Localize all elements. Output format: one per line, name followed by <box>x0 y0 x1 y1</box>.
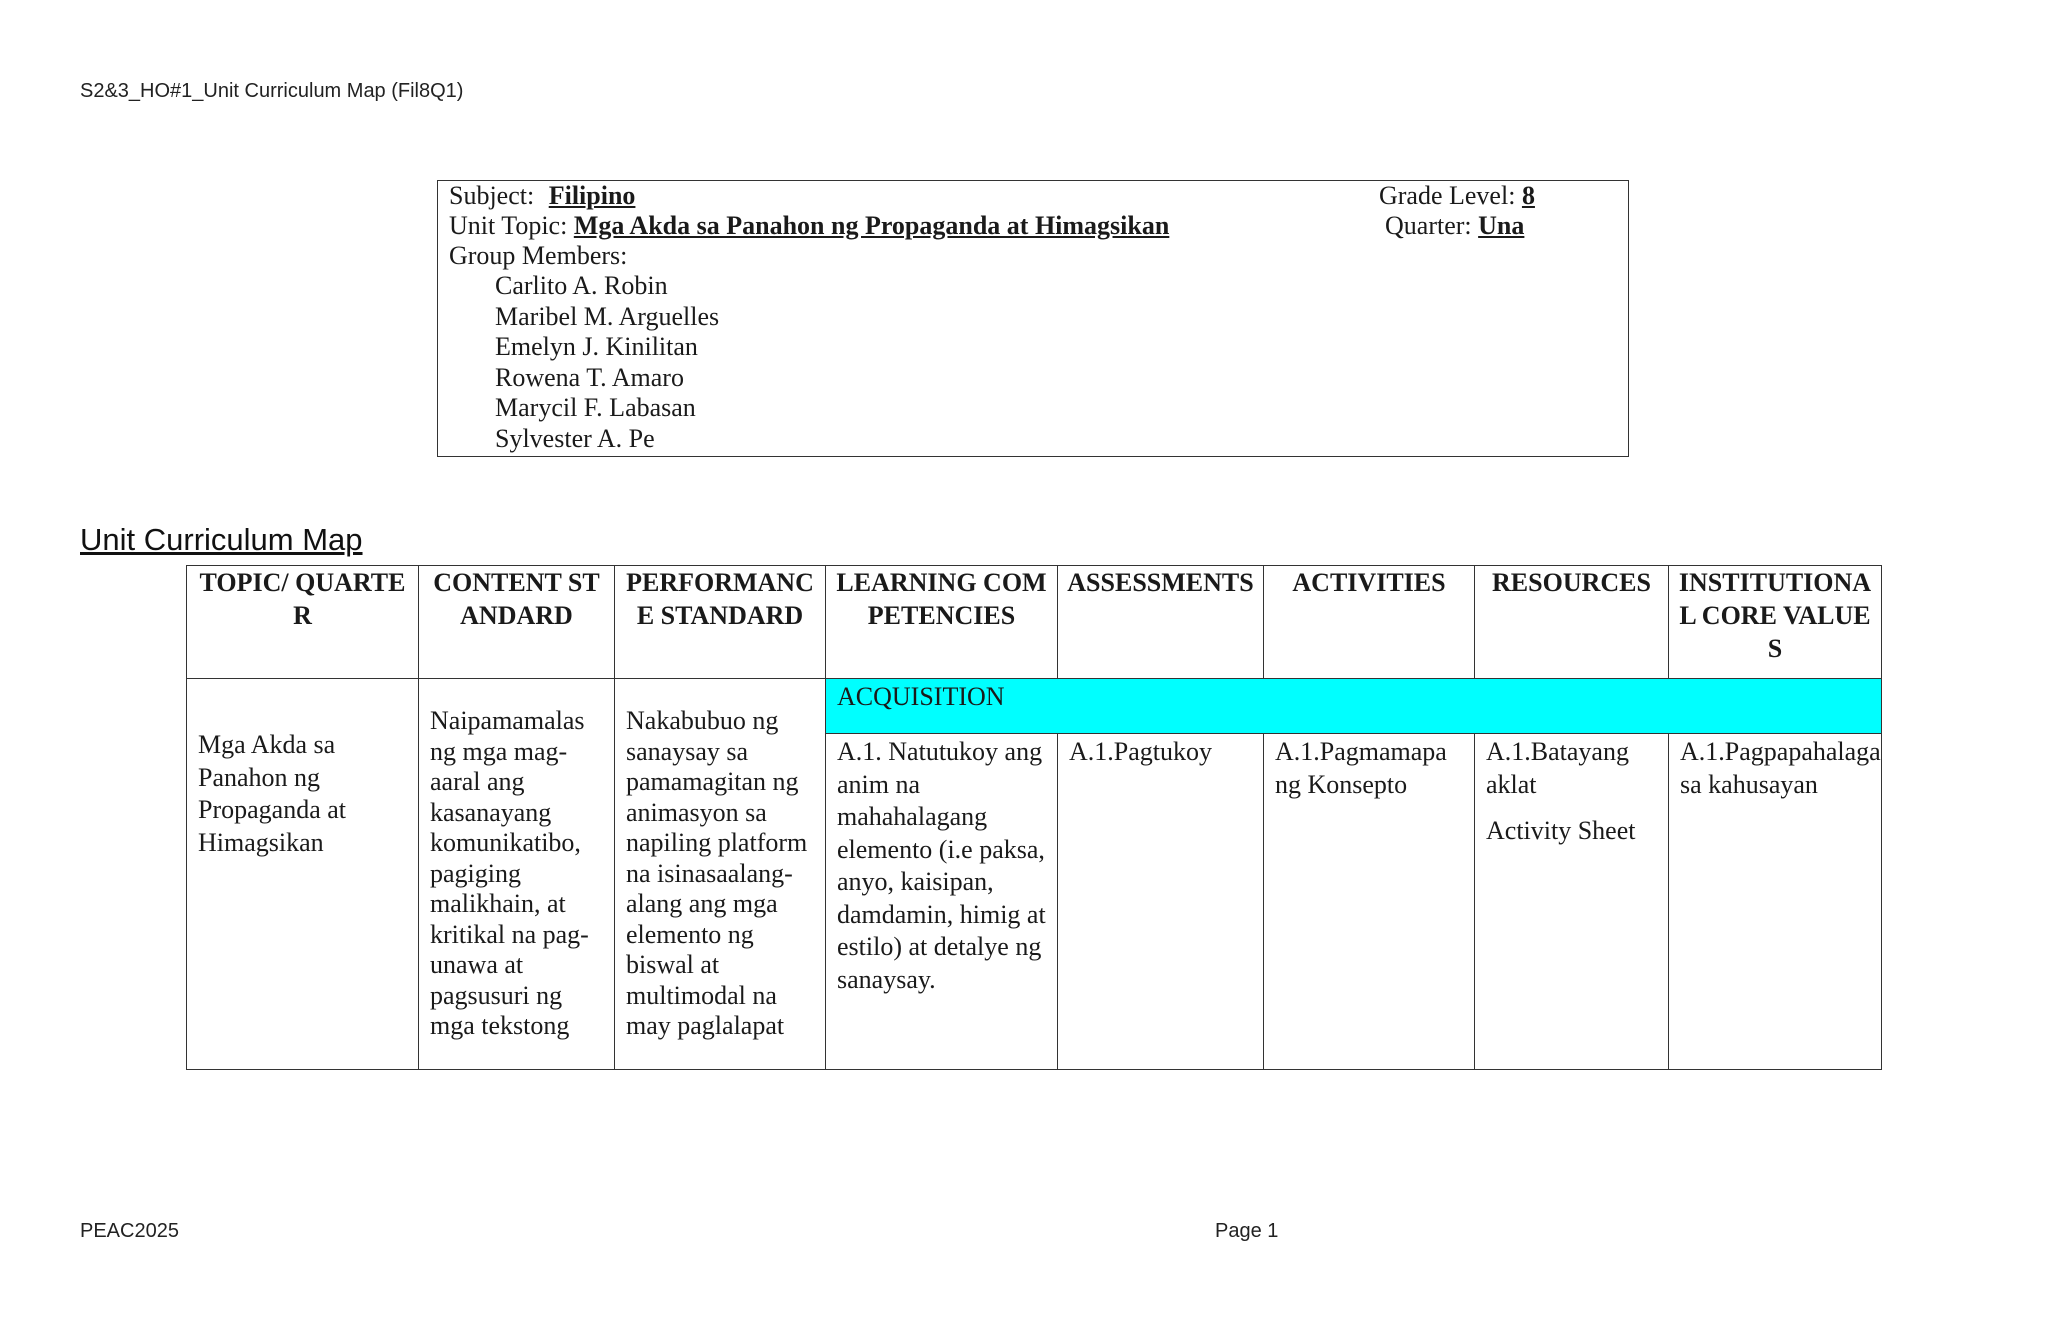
grade-value: 8 <box>1521 181 1535 210</box>
header-topic-quarter: TOPIC/ QUARTER <box>187 566 419 679</box>
page-number: Page 1 <box>1215 1220 1279 1242</box>
acquisition-section-label: ACQUISITION <box>826 679 1882 734</box>
subject-value: Filipino <box>548 181 636 210</box>
header-activities: ACTIVITIES <box>1264 566 1475 679</box>
header-learning-competencies: LEARNING COMPETENCIES <box>826 566 1058 679</box>
group-member: Emelyn J. Kinilitan <box>495 332 698 361</box>
subject-line <box>449 181 635 212</box>
grade-line <box>1379 181 1535 212</box>
performance-standard-cell: Nakabubuo ng sanaysay sa pamamagitan ng animasyon sa napiling platform na isinasaalang-alang ang mga elemento ng biswal at multimodal na may paglalapat <box>615 679 826 1070</box>
unit-topic-line <box>449 211 1169 242</box>
topic-cell: Mga Akda sa Panahon ng Propaganda at Himagsikan <box>187 679 419 1070</box>
curriculum-map-title: Unit Curriculum Map <box>80 522 363 557</box>
grade-label: Grade Level: <box>1379 181 1516 210</box>
table-header-row <box>187 566 1882 679</box>
core-value-cell: A.1.Pagpapahalaga sa kahusayan <box>1669 734 1882 1070</box>
subject-label: Subject: <box>449 181 535 210</box>
resource-item: Activity Sheet <box>1486 816 1636 845</box>
assessment-cell: A.1.Pagtukoy <box>1058 734 1264 1070</box>
quarter-value: Una <box>1478 211 1525 240</box>
resources-cell <box>1475 734 1669 1070</box>
resource-item: A.1.Batayang aklat <box>1486 737 1629 799</box>
header-performance-standard: PERFORMANCE STANDARD <box>615 566 826 679</box>
unit-topic-label: Unit Topic: <box>449 211 568 240</box>
header-content-standard: CONTENT STANDARD <box>419 566 615 679</box>
content-standard-cell: Naipamamalas ng mga mag-aaral ang kasanayang komunikatibo, pagiging malikhain, at kritikal na pag-unawa at pagsusuri ng mga tekstong <box>419 679 615 1070</box>
footer-left: PEAC2025 <box>80 1220 179 1242</box>
quarter-label: Quarter: <box>1385 211 1472 240</box>
group-member: Marycil F. Labasan <box>495 393 696 422</box>
acquisition-row <box>187 679 1882 734</box>
group-members-label: Group Members: <box>449 241 628 270</box>
header-resources: RESOURCES <box>1475 566 1669 679</box>
activity-cell: A.1.Pagmamapa ng Konsepto <box>1264 734 1475 1070</box>
group-member: Sylvester A. Pe <box>495 423 655 453</box>
document-header-code: S2&3_HO#1_Unit Curriculum Map (Fil8Q1) <box>80 80 464 102</box>
learning-competency-cell: A.1. Natutukoy ang anim na mahahalagang elemento (i.e paksa, anyo, kaisipan, damdamin, himig at estilo) at detalye ng sanaysay. <box>826 734 1058 1070</box>
unit-topic-value: Mga Akda sa Panahon ng Propaganda at Himagsikan <box>573 211 1170 240</box>
header-institutional-core-values: INSTITUTIONAL CORE VALUES <box>1669 566 1882 679</box>
group-members-list <box>495 271 719 454</box>
header-assessments: ASSESSMENTS <box>1058 566 1264 679</box>
group-member: Rowena T. Amaro <box>495 362 684 392</box>
unit-info-box <box>437 180 1629 457</box>
group-member: Carlito A. Robin <box>495 271 668 300</box>
curriculum-map-table <box>186 565 1882 1070</box>
quarter-line <box>1385 211 1524 242</box>
group-member: Maribel M. Arguelles <box>495 301 720 331</box>
